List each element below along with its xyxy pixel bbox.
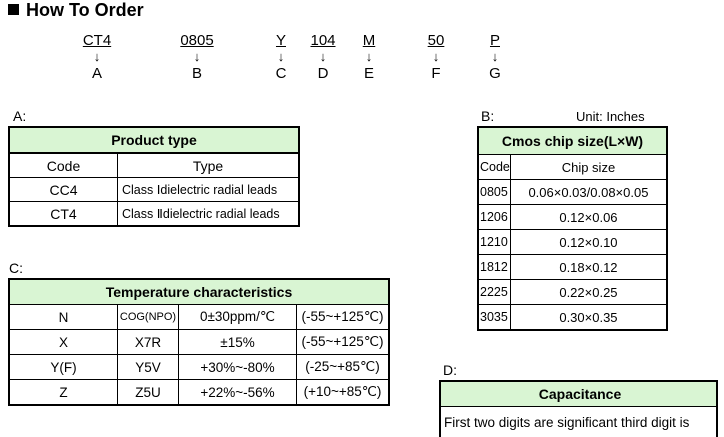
chip-size-cell: 0.18×0.12 <box>510 255 667 280</box>
chip-size-header: Cmos chip size(L×W) <box>478 127 667 155</box>
table-row <box>9 178 299 202</box>
chip-size-cell: 0.06×0.03/0.08×0.05 <box>510 180 667 205</box>
temperature-header: Temperature characteristics <box>9 279 389 305</box>
order-code-value: 50 <box>427 32 445 49</box>
chip-size-cell: 0.22×0.25 <box>510 280 667 305</box>
table-row <box>478 205 667 230</box>
table-row <box>9 330 389 355</box>
capacitance-table <box>439 380 718 437</box>
table-row <box>478 230 667 255</box>
order-code-part-f <box>406 32 466 83</box>
column-header-code: Code <box>478 155 510 180</box>
product-code-cell: CC4 <box>9 178 118 202</box>
section-b-label: B: <box>481 108 495 124</box>
down-arrow-icon: ↓ <box>491 49 499 64</box>
table-row <box>440 407 717 437</box>
down-arrow-icon: ↓ <box>193 49 201 64</box>
temp-class-cell: Y5V <box>118 355 179 380</box>
column-header-code: Code <box>9 153 118 178</box>
temp-coefficient-cell: +30%~-80% <box>179 355 297 380</box>
chip-code-cell: 0805 <box>478 180 510 205</box>
table-row <box>478 305 667 331</box>
order-code-letter: C <box>275 65 287 82</box>
temp-code-cell: X <box>9 330 118 355</box>
table-row <box>9 202 299 227</box>
temp-coefficient-cell: +22%~-56% <box>179 380 297 406</box>
temp-coefficient-cell: 0±30ppm/℃ <box>179 305 297 330</box>
order-code-letter: A <box>91 65 102 82</box>
chip-size-cell: 0.12×0.06 <box>510 205 667 230</box>
section-c-label: C: <box>9 260 23 276</box>
temperature-table <box>8 278 390 406</box>
temp-code-cell: N <box>9 305 118 330</box>
chip-size-cell: 0.12×0.10 <box>510 230 667 255</box>
down-arrow-icon: ↓ <box>319 49 327 64</box>
order-code-value: M <box>362 32 376 49</box>
temp-code-cell: Z <box>9 380 118 406</box>
chip-size-table <box>477 126 668 331</box>
section-d-label: D: <box>443 362 457 378</box>
temp-range-cell: (-55~+125℃) <box>297 305 390 330</box>
order-code-letter: E <box>363 65 374 82</box>
square-bullet-icon <box>8 4 19 15</box>
capacitance-text: First two digits are significant third digit is <box>440 407 717 437</box>
order-code-value: CT4 <box>82 32 112 49</box>
order-code-value: 0805 <box>180 32 214 49</box>
product-type-cell: Class Ⅱdielectric radial leads <box>118 202 300 227</box>
unit-label: Unit: Inches <box>576 109 645 124</box>
table-row <box>9 380 389 406</box>
column-header-type: Type <box>118 153 300 178</box>
down-arrow-icon: ↓ <box>277 49 285 64</box>
column-header-chip-size: Chip size <box>510 155 667 180</box>
order-code-value: Y <box>275 32 286 49</box>
order-code-part-b <box>167 32 227 83</box>
page-title-text: How To Order <box>26 0 144 20</box>
table-row <box>9 305 389 330</box>
chip-code-cell: 3035 <box>478 305 510 331</box>
order-code-value: 104 <box>310 32 336 49</box>
product-type-header: Product type <box>9 127 299 153</box>
chip-code-cell: 2225 <box>478 280 510 305</box>
temp-coefficient-cell: ±15% <box>179 330 297 355</box>
order-code-value: P <box>489 32 500 49</box>
chip-code-cell: 1812 <box>478 255 510 280</box>
table-row <box>478 255 667 280</box>
order-code-part-g <box>465 32 525 83</box>
down-arrow-icon: ↓ <box>93 49 101 64</box>
table-row <box>478 280 667 305</box>
temp-class-cell: COG(NPO) <box>118 305 179 330</box>
temp-range-cell: (-25~+85℃) <box>297 355 390 380</box>
temp-range-cell: (+10~+85℃) <box>297 380 390 406</box>
chip-size-cell: 0.30×0.35 <box>510 305 667 331</box>
temp-class-cell: Z5U <box>118 380 179 406</box>
table-row <box>478 180 667 205</box>
table-row <box>9 153 299 178</box>
chip-code-cell: 1210 <box>478 230 510 255</box>
table-row <box>478 155 667 180</box>
order-code-letter: D <box>317 65 329 82</box>
order-code-part-a <box>67 32 127 83</box>
product-type-cell: Class Ⅰdielectric radial leads <box>118 178 300 202</box>
temp-code-cell: Y(F) <box>9 355 118 380</box>
temp-range-cell: (-55~+125℃) <box>297 330 390 355</box>
table-row <box>9 355 389 380</box>
order-code-letter: B <box>191 65 202 82</box>
product-type-table <box>8 126 300 227</box>
chip-code-cell: 1206 <box>478 205 510 230</box>
product-code-cell: CT4 <box>9 202 118 227</box>
down-arrow-icon: ↓ <box>365 49 373 64</box>
order-code-part-e <box>339 32 399 83</box>
page-title <box>8 0 144 21</box>
section-a-label: A: <box>13 108 27 124</box>
down-arrow-icon: ↓ <box>432 49 440 64</box>
temp-class-cell: X7R <box>118 330 179 355</box>
order-code-letter: G <box>489 65 501 82</box>
capacitance-header: Capacitance <box>440 381 717 407</box>
order-code-letter: F <box>431 65 441 82</box>
